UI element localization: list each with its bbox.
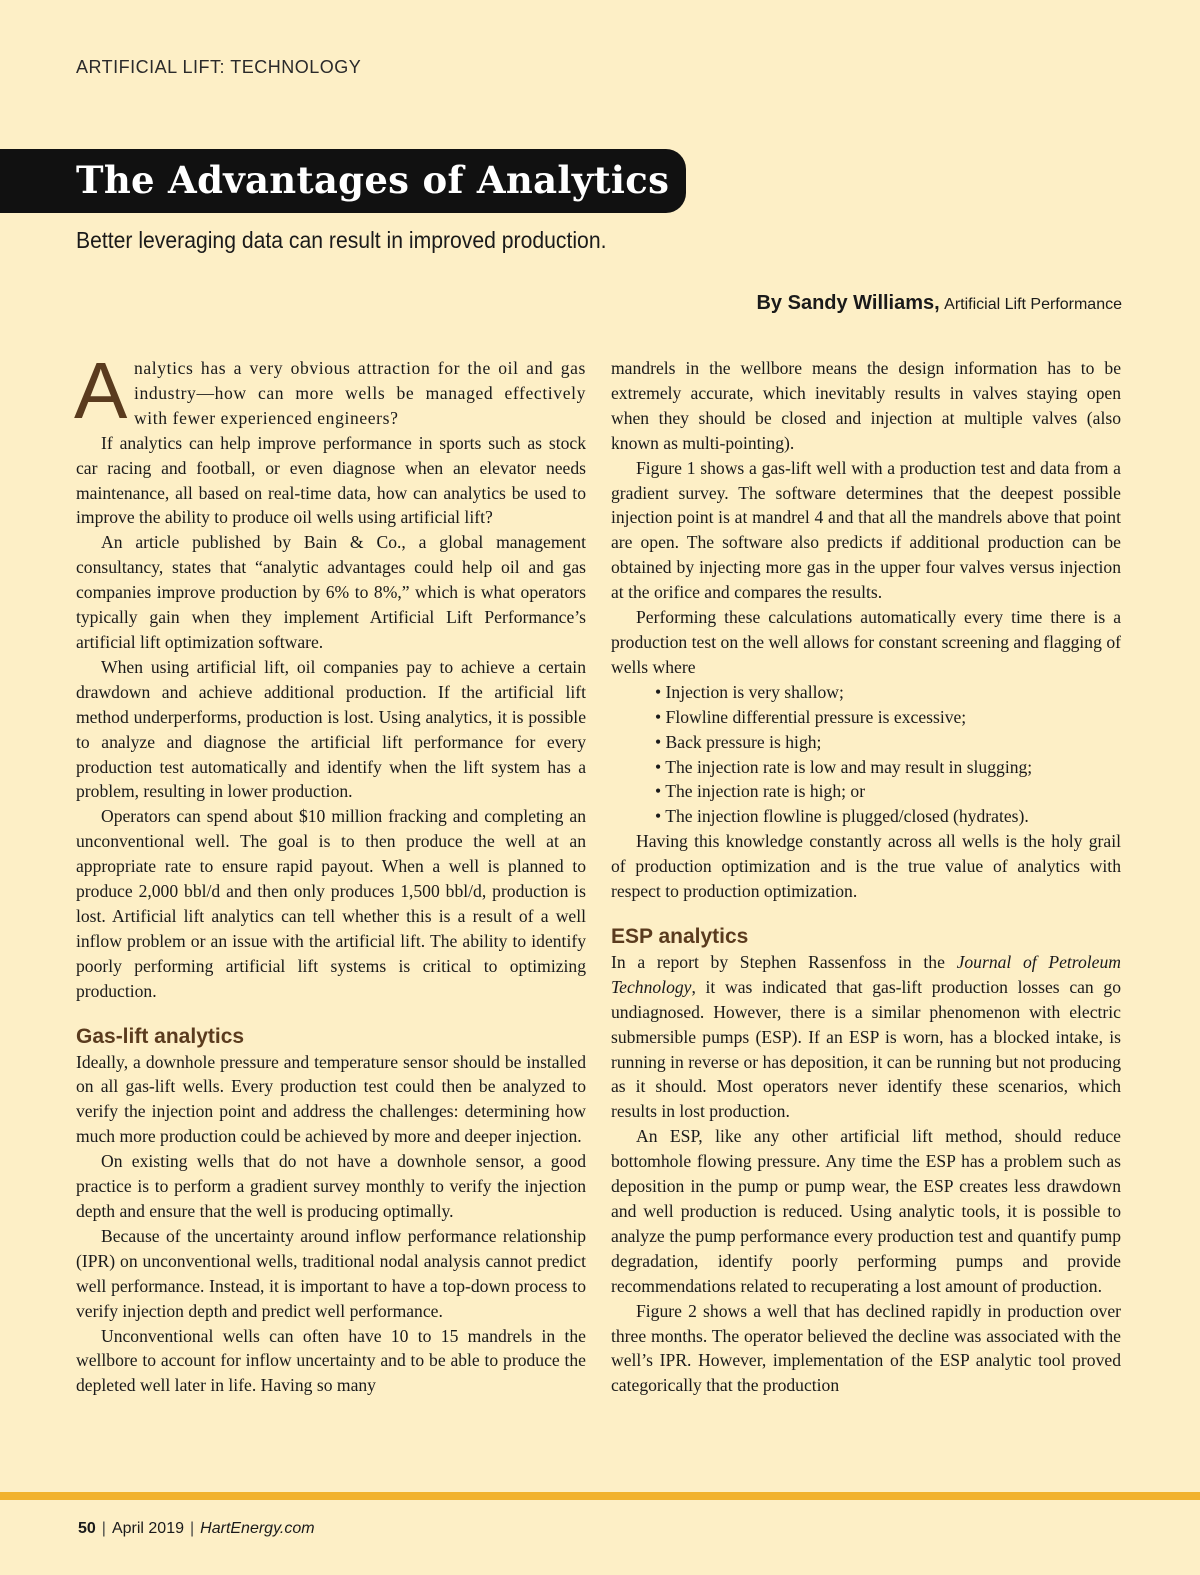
body-paragraph: When using artificial lift, oil companies pay to achieve a certain drawdown and achieve additional production. If the artificial lift method underperforms, production is lost. Using analytics, it is possible to analyze and diagnose the artificial lift performance for every production test automatically and identify when the lift system has a problem, resulting in lower production. <box>76 656 586 802</box>
body-paragraph: Having this knowledge constantly across all wells is the holy grail of production optimization and is the true value of analytics with respect to production optimization. <box>611 831 1121 902</box>
list-item: • The injection rate is low and may result in slugging; <box>655 756 1033 777</box>
text-run: , it was indicated that gas-lift production losses can go undiagnosed. However, there is a similar phenomenon with electric submersible pumps (ESP). If an ESP is worn, has a blocked intake, is running in reverse or has deposition, it can be running but not producing as it should. Most operators never identify these scenarios, which results in lost production. <box>611 976 1121 1122</box>
footer-rule <box>0 1492 1200 1500</box>
byline <box>756 292 1122 315</box>
subhead-gaslift: Gas-lift analytics <box>76 1024 245 1048</box>
drop-cap: A <box>74 346 128 435</box>
page-number: 50 <box>78 1520 96 1537</box>
article-subtitle: Better leveraging data can result in improved production. <box>76 227 607 253</box>
body-paragraph: Unconventional wells can often have 10 to 15 mandrels in the wellbore to account for inflow uncertainty and to be able to produce the depleted well later in life. Having so many <box>76 1325 586 1396</box>
right-column <box>611 356 1121 1398</box>
body-paragraph: Figure 1 shows a gas-lift well with a production test and data from a gradient survey. The software determines that the deepest possible injection point is at mandrel 4 and that all the mandrels above that point are open. The software also predicts if additional production can be obtained by injecting more gas in the upper four valves versus injection at the orifice and compares the results. <box>611 457 1121 603</box>
list-item: • Back pressure is high; <box>655 731 822 752</box>
article-title: The Advantages of Analytics <box>76 158 670 202</box>
body-paragraph: Figure 2 shows a well that has declined rapidly in production over three months. The operator believed the decline was associated with the well’s IPR. However, implementation of the ESP analytic tool proved categorically that the production <box>611 1300 1121 1396</box>
byline-author: By Sandy Williams, <box>756 292 940 314</box>
lead-paragraph <box>74 346 586 435</box>
body-paragraph: Ideally, a downhole pressure and temperature sensor should be installed on all gas-lift wells. Every production test could then be analyzed to verify the injection point and address the challenges: determining how much more production could be achieved by more and deeper injection. <box>76 1051 586 1147</box>
body-paragraph: Performing these calculations automatically every time there is a production test on the well allows for constant screening and flagging of wells where <box>611 607 1121 677</box>
footer-separator: | <box>190 1520 195 1537</box>
subhead-esp: ESP analytics <box>611 924 749 948</box>
text-run: In a report by Stephen Rassenfoss in the <box>611 951 957 972</box>
list-item: • The injection flowline is plugged/closed (hydrates). <box>655 806 1029 827</box>
list-item: • Injection is very shallow; <box>655 681 844 702</box>
body-paragraph: Operators can spend about $10 million fracking and completing an unconventional well. The goal is to then produce the well at an appropriate rate to ensure rapid payout. When a well is planned to produce 2,000 bbl/d and then only produces 1,500 bbl/d, production is lost. Artificial lift analytics can tell whether this is a result of a well inflow problem or an issue with the artificial lift. The ability to identify poorly performing artificial lift systems is critical to optimizing production. <box>76 806 586 1001</box>
body-paragraph: Because of the uncertainty around inflow performance relationship (IPR) on unconventional wells, traditional nodal analysis cannot predict well performance. Instead, it is important to have a top-down process to verify injection depth and predict well performance. <box>76 1225 586 1321</box>
bullet-list <box>611 680 1121 829</box>
byline-affiliation: Artificial Lift Performance <box>944 296 1122 313</box>
page-footer <box>78 1520 315 1538</box>
lead-text: nalytics has a very obvious attraction for the oil and gas industry—how can more wells be managed effectively with fewer experienced engineers? <box>133 358 586 428</box>
list-item: • The injection rate is high; or <box>655 781 866 802</box>
section-label: ARTIFICIAL LIFT: TECHNOLOGY <box>76 57 362 77</box>
left-column <box>74 346 586 1398</box>
body-paragraph: An ESP, like any other artificial lift method, should reduce bottomhole flowing pressure. Any time the ESP has a problem such as deposition in the pump or pump wear, the ESP creates less drawdown and well production is reduced. Using analytic tools, it is possible to analyze the pump performance every production test and quantify pump degradation, identify poorly performing pumps and provide recommendations related to recuperating a lost amount of production. <box>611 1126 1121 1296</box>
list-item: • Flowline differential pressure is excessive; <box>655 706 967 727</box>
site-link[interactable]: HartEnergy.com <box>200 1520 315 1537</box>
body-paragraph: mandrels in the wellbore means the design information has to be extremely accurate, which inevitably results in valves staying open when they should be closed and injection at multiple valves (also known as multi-pointing). <box>611 358 1121 453</box>
body-paragraph: An article published by Bain & Co., a global management consultancy, states that “analytic advantages could help oil and gas companies improve production by 6% to 8%,” which is what operators typically gain when they implement Artificial Lift Performance’s artificial lift optimization software. <box>76 532 586 652</box>
body-paragraph: On existing wells that do not have a downhole sensor, a good practice is to perform a gradient survey monthly to verify the injection depth and ensure that the well is producing optimally. <box>76 1151 586 1221</box>
footer-separator: | <box>101 1520 106 1537</box>
issue-date: April 2019 <box>111 1520 184 1537</box>
body-paragraph: If analytics can help improve performance in sports such as stock car racing and football, or even diagnose when an elevator needs maintenance, all based on real-time data, how can analytics be used to improve the ability to produce oil wells using artificial lift? <box>76 432 586 528</box>
body-paragraph <box>611 950 1121 1124</box>
journal-title: Journal of Petroleum Technology <box>611 951 1121 997</box>
